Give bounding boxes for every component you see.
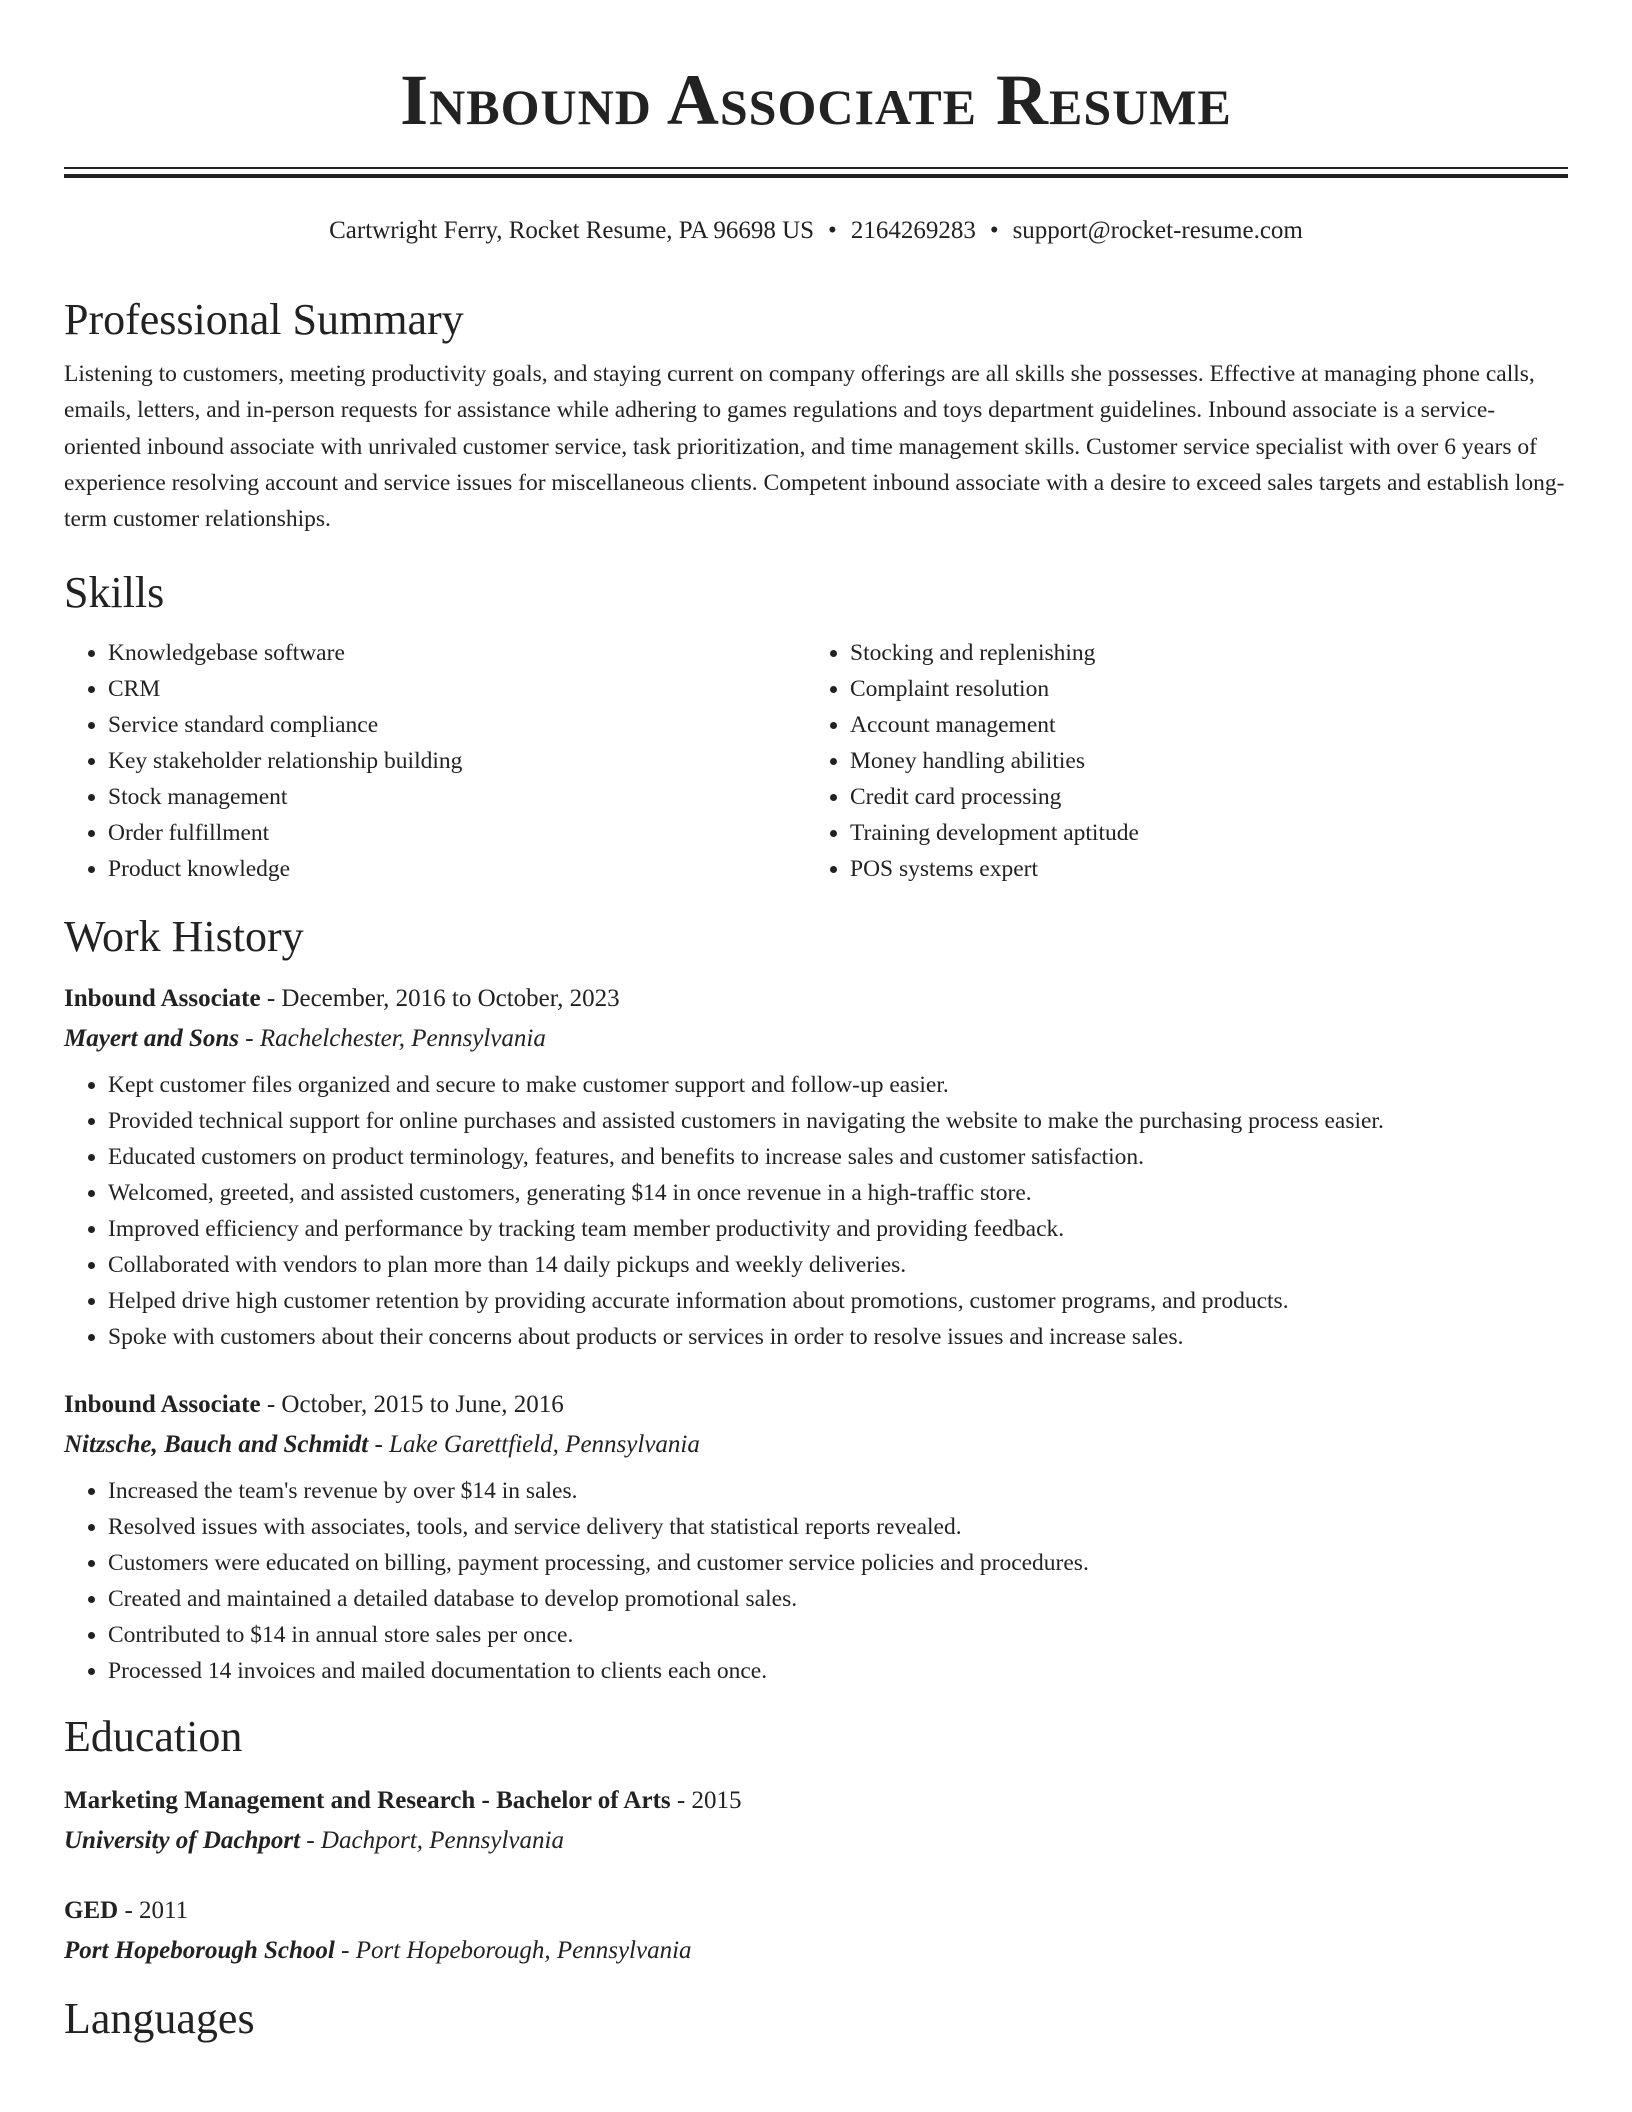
skill-item: • POS systems expert: [850, 851, 1548, 887]
job-company-line: [64, 1019, 1568, 1059]
job-dates: - October, 2015 to June, 2016: [260, 1391, 564, 1419]
education-location: - Dachport, Pennsylvania: [300, 1827, 564, 1855]
summary-text: Listening to customers, meeting productivity goals, and staying current on company offerings are all skills she possesses. Effective at managing phone calls, emails, letters, and in-person requests for assistance while adhering to games regulations and toys department guidelines. Inbound associate is a service-oriented inbound associate with unrivaled customer service, task prioritization, and time management skills. Customer service specialist with over 6 years of experience resolving account and service issues for miscellaneous clients. Competent inbound associate with a desire to exceed sales targets and establish long-term customer relationships.: [64, 361, 1565, 533]
job-dates: - December, 2016 to October, 2023: [260, 985, 620, 1013]
job-bullets: [64, 1067, 1568, 1355]
education-school: Port Hopeborough School: [64, 1937, 335, 1965]
skill-item: • Service standard compliance: [108, 707, 806, 743]
job-bullet: • Improved efficiency and performance by tracking team member productivity and providing feedback.: [108, 1211, 1568, 1247]
education-school-line: [64, 1931, 1568, 1971]
skill-item: • Order fulfillment: [108, 815, 806, 851]
skills-grid: [64, 635, 1568, 887]
contact-address: Cartwright Ferry, Rocket Resume, PA 96698 US: [329, 217, 815, 244]
job-company: Mayert and Sons: [64, 1025, 240, 1053]
education-entry: [64, 1781, 1568, 1861]
contact-email: support@rocket-resume.com: [1012, 217, 1303, 244]
education-entry: [64, 1891, 1568, 1971]
education-degree-line: [64, 1781, 1568, 1821]
contact-phone: 2164269283: [850, 217, 976, 244]
job-bullet: • Welcomed, greeted, and assisted customers, generating $14 in once revenue in a high-traffic store.: [108, 1175, 1568, 1211]
education-school: University of Dachport: [64, 1827, 301, 1855]
section-heading-skills: Skills: [64, 568, 165, 618]
job-title: Inbound Associate: [64, 1391, 261, 1419]
education-school-line: [64, 1821, 1568, 1861]
job-company: Nitzsche, Bauch and Schmidt: [64, 1431, 369, 1459]
education-year: - 2011: [118, 1897, 189, 1925]
skill-item: • Stocking and replenishing: [850, 635, 1548, 671]
job-title-line: [64, 1385, 1568, 1425]
section-heading-languages: Languages: [64, 1994, 255, 2044]
education-degree: Marketing Management and Research - Bachelor of Arts: [64, 1787, 671, 1815]
contact-line: [0, 214, 1632, 248]
skill-item: • Complaint resolution: [850, 671, 1548, 707]
resume-content: [64, 284, 1568, 2055]
skill-item: • Money handling abilities: [850, 743, 1548, 779]
job-bullet: • Created and maintained a detailed database to develop promotional sales.: [108, 1581, 1568, 1617]
skills-column-left: [64, 635, 806, 887]
education-degree-line: [64, 1891, 1568, 1931]
skill-item: • CRM: [108, 671, 806, 707]
skill-item: • Training development aptitude: [850, 815, 1548, 851]
contact-separator: •: [828, 217, 837, 244]
skill-item: • Product knowledge: [108, 851, 806, 887]
skill-item: • Credit card processing: [850, 779, 1548, 815]
job-bullet: • Kept customer files organized and secure to make customer support and follow-up easier.: [108, 1067, 1568, 1103]
education-year: - 2015: [670, 1787, 742, 1815]
job-title-line: [64, 979, 1568, 1019]
skills-column-right: [806, 635, 1548, 887]
section-heading-summary: Professional Summary: [64, 295, 464, 344]
section-heading-work-history: Work History: [64, 912, 304, 962]
contact-separator: •: [989, 217, 999, 244]
job-bullet: • Contributed to $14 in annual store sales per once.: [108, 1617, 1568, 1653]
section-heading-education: Education: [64, 1712, 243, 1762]
job-entry: [64, 979, 1568, 1355]
job-bullets: [64, 1473, 1568, 1689]
job-bullet: • Resolved issues with associates, tools, and service delivery that statistical reports revealed.: [108, 1509, 1568, 1545]
education-location: - Port Hopeborough, Pennsylvania: [334, 1937, 692, 1965]
skill-item: • Key stakeholder relationship building: [108, 743, 806, 779]
job-location: - Lake Garettfield, Pennsylvania: [368, 1431, 700, 1459]
title-rule-thin: [64, 167, 1568, 169]
skill-item: • Account management: [850, 707, 1548, 743]
resume-title: Inbound Associate Resume: [400, 60, 1232, 140]
job-entry: [64, 1385, 1568, 1689]
job-title: Inbound Associate: [64, 985, 261, 1013]
skill-item: • Knowledgebase software: [108, 635, 806, 671]
education-degree: GED: [64, 1897, 119, 1925]
job-bullet: • Processed 14 invoices and mailed documentation to clients each once.: [108, 1653, 1568, 1689]
job-bullet: • Collaborated with vendors to plan more than 14 daily pickups and weekly deliveries.: [108, 1247, 1568, 1283]
job-bullet: • Spoke with customers about their concerns about products or services in order to resolve issues and increase sales.: [108, 1319, 1568, 1355]
job-location: - Rachelchester, Pennsylvania: [239, 1025, 546, 1053]
job-bullet: • Helped drive high customer retention by providing accurate information about promotions, customer programs, and products.: [108, 1283, 1568, 1319]
job-bullet: • Provided technical support for online purchases and assisted customers in navigating the website to make the purchasing process easier.: [108, 1103, 1568, 1139]
job-bullet: • Educated customers on product terminology, features, and benefits to increase sales and customer satisfaction.: [108, 1139, 1568, 1175]
job-bullet: • Customers were educated on billing, payment processing, and customer service policies and procedures.: [108, 1545, 1568, 1581]
job-company-line: [64, 1425, 1568, 1465]
job-bullet: • Increased the team's revenue by over $14 in sales.: [108, 1473, 1568, 1509]
skill-item: • Stock management: [108, 779, 806, 815]
title-rule-thick: [64, 174, 1568, 178]
